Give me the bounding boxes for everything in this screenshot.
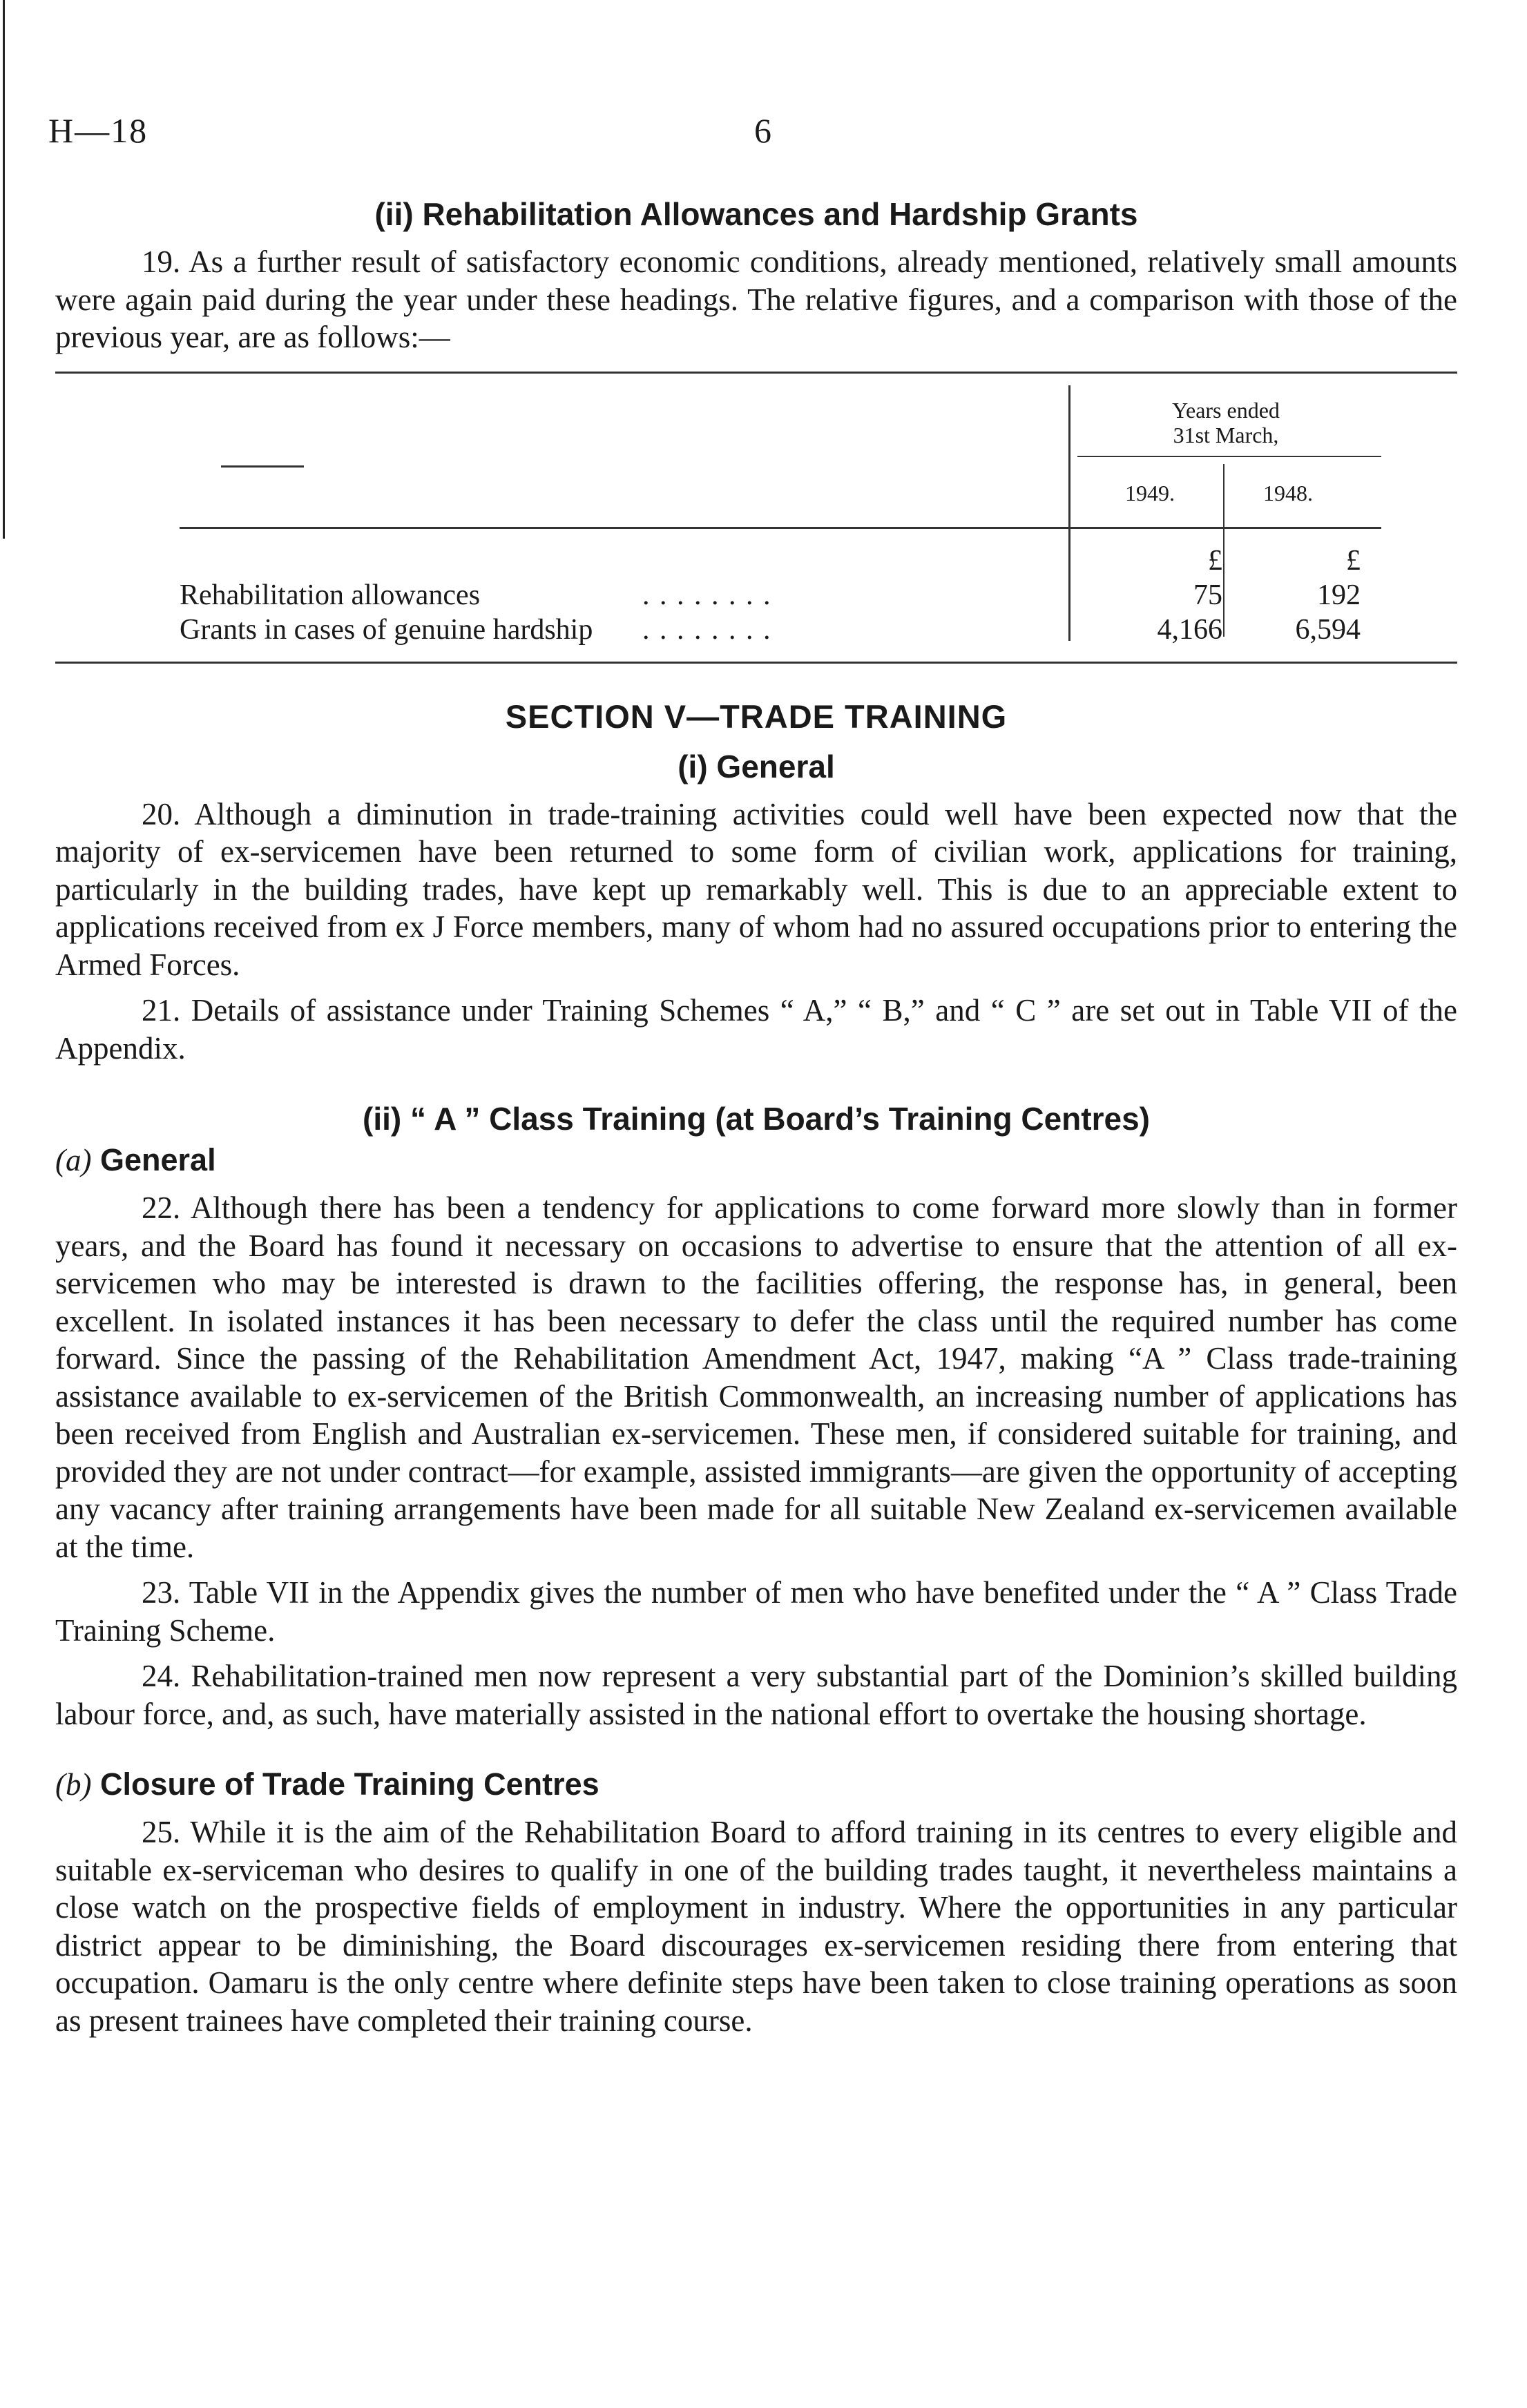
paragraph-21: 21. Details of assistance under Training Schemes “ A,” “ B,” and “ C ” are set out in Table VII of the Appendix.: [55, 993, 1457, 1066]
row-label-hardship: Grants in cases of genuine hardship: [180, 613, 593, 646]
currency-1948: £: [1346, 544, 1361, 577]
heading-allowances-grants: (ii) Rehabilitation Allowances and Hardship Grants: [374, 196, 1138, 232]
page-header: [48, 110, 1450, 159]
row-leaders: . . . . . . . .: [642, 613, 772, 646]
years-ended-heading: [1070, 398, 1381, 447]
subheading-letter-b: (b): [55, 1767, 92, 1802]
group-heading-rule: [1077, 456, 1381, 457]
value-allowances-1948: 192: [1317, 579, 1361, 611]
value-allowances-1949: 75: [1193, 579, 1222, 611]
document-reference: H—18: [48, 111, 148, 150]
allowances-table: [55, 372, 1457, 675]
years-ended-line2: 31st March,: [1173, 422, 1279, 447]
stub-heading-dash: [221, 465, 304, 468]
paragraph-19: 19. As a further result of satisfactory economic conditions, already mentioned, relatively small amounts were again paid during the year under these headings. The relative figures, and a comparison with those of the previous year, are as follows:—: [55, 244, 1457, 354]
subheading-general: (i) General: [678, 748, 835, 784]
row-label-allowances: Rehabilitation allowances: [180, 579, 481, 611]
subheading-a-class-training: (ii) “ A ” Class Training (at Board’s Training Centres): [363, 1101, 1150, 1137]
subheading-a-general: [55, 1139, 1457, 1181]
page-content: [55, 193, 1457, 2039]
paragraph-23: 23. Table VII in the Appendix gives the number of men who have benefited under the “ A ” Class Trade Training Scheme.: [55, 1575, 1457, 1648]
year-col-divider: [1223, 464, 1225, 637]
subheading-a-title: General: [100, 1142, 216, 1177]
paragraph-20: 20. Although a diminution in trade-training activities could well have been expected now that the majority of ex-servicemen have been returned to some form of civilian work, applications for training, particularly in the building trades, have kept up remarkably well. This is due to an appreciable extent to applications received from ex J Force members, many of whom had no assured occupations prior to entering the Armed Forces.: [55, 796, 1457, 982]
col-header-1948: 1948.: [1263, 480, 1313, 505]
currency-1949: £: [1208, 544, 1222, 577]
paragraph-22: 22. Although there has been a tendency for applications to come forward more slowly than in former years, and the Board has found it necessary on occasions to advertise to ensure that the attention of all ex-servicemen who may be interested is drawn to the facilities offering, the response has, in general, been excellent. In isolated instances it has been necessary to defer the class until the required number has come forward. Since the passing of the Rehabilitation Amendment Act, 1947, making “A ” Class trade-training assistance available to ex-servicemen of the British Commonwealth, an increasing number of applications has been received from English and Australian ex-servicemen. These men, if considered suitable for training, and provided they are not under contract—for example, assisted immigrants—are given the opportunity of accepting any vacancy after training arrangements have been made for all suitable New Zealand ex-servicemen available at the time.: [55, 1191, 1457, 1564]
subheading-letter-a: (a): [55, 1143, 92, 1177]
value-hardship-1949: 4,166: [1157, 613, 1222, 646]
col-header-1949: 1949.: [1125, 480, 1175, 505]
row-leaders: . . . . . . . .: [642, 579, 772, 611]
table-header-rule: [180, 527, 1381, 529]
paragraph-25: 25. While it is the aim of the Rehabilitation Board to afford training in its centres to every eligible and suitable ex-serviceman who desires to qualify in one of the building trades taught, it nevertheless maintains a close watch on the prospective fields of employment in industry. Where the opportunities in any particular district appear to be diminishing, the Board discourages ex-servicemen residing there from entering that occupation. Oamaru is the only centre where definite steps have been taken to close training operations as soon as present trainees have completed their training course.: [55, 1815, 1457, 2038]
paragraph-24: 24. Rehabilitation-trained men now represent a very substantial part of the Dominion’s skilled building labour force, and, as such, have materially assisted in the national effort to overtake the housing shortage.: [55, 1659, 1457, 1731]
page-edge-line: [3, 0, 5, 539]
value-hardship-1948: 6,594: [1295, 613, 1361, 646]
subheading-b-closure: [55, 1764, 1457, 1805]
subheading-b-title: Closure of Trade Training Centres: [100, 1766, 599, 1802]
section-v-title: SECTION V—TRADE TRAINING: [505, 697, 1008, 735]
table-top-rule: [55, 372, 1457, 374]
years-ended-line1: Years ended: [1172, 397, 1280, 423]
table-bottom-rule: [55, 662, 1457, 664]
page-number: 6: [754, 111, 771, 150]
